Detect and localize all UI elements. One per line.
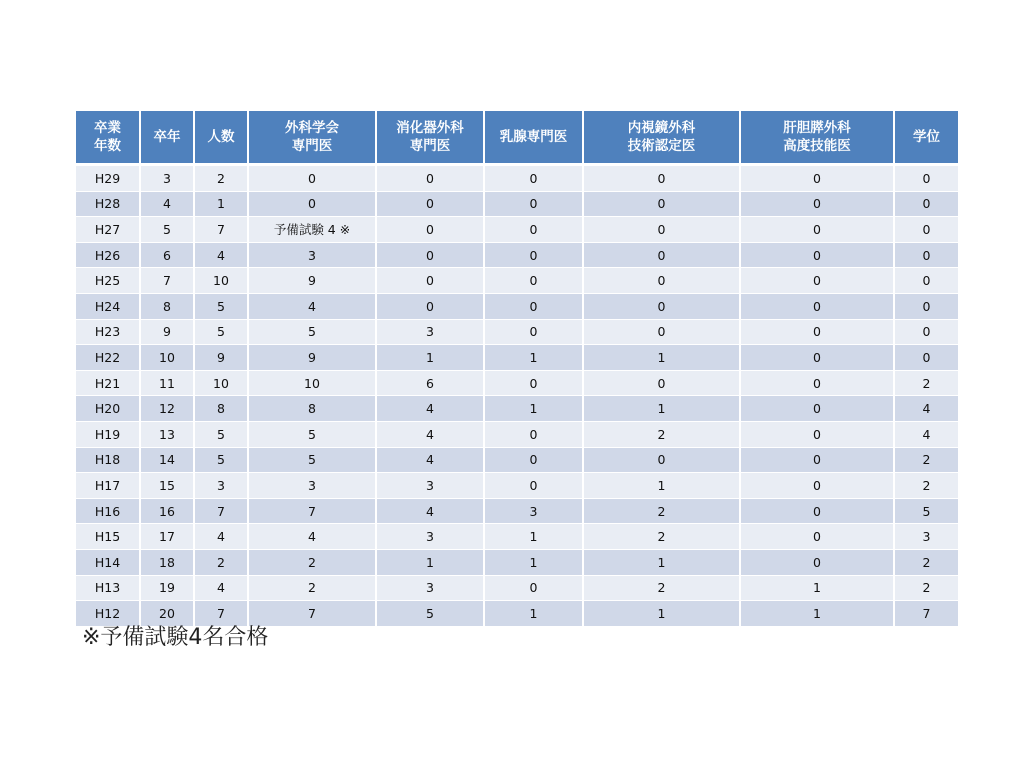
table-cell: 1 — [376, 345, 484, 371]
table-cell: 4 — [194, 575, 248, 601]
table-cell: 10 — [248, 370, 376, 396]
table-cell: 4 — [194, 524, 248, 550]
table-cell: H15 — [76, 524, 140, 550]
table-cell: 5 — [140, 217, 194, 243]
column-header-line: 年数 — [94, 138, 121, 154]
table-cell: 予備試験 4 ※ — [248, 217, 376, 243]
table-cell: 15 — [140, 473, 194, 499]
table-cell: 0 — [583, 447, 740, 473]
table-cell: H17 — [76, 473, 140, 499]
table-row — [76, 165, 958, 192]
table-cell: H12 — [76, 601, 140, 627]
table-cell: 1 — [583, 549, 740, 575]
table-cell: 0 — [583, 242, 740, 268]
table-cell: 16 — [140, 498, 194, 524]
table-cell: 0 — [740, 268, 894, 294]
table-row — [76, 421, 958, 447]
column-header-line: 卒業 — [94, 120, 121, 136]
table-cell: H14 — [76, 549, 140, 575]
table-cell: 2 — [583, 575, 740, 601]
column-header — [248, 111, 376, 165]
column-header-line: 肝胆膵外科 — [783, 120, 851, 136]
table-cell: 0 — [583, 319, 740, 345]
table-cell: 2 — [894, 549, 958, 575]
table-cell: 19 — [140, 575, 194, 601]
column-header-line: 学位 — [913, 129, 940, 145]
table-cell: 0 — [740, 242, 894, 268]
table-cell: 0 — [376, 268, 484, 294]
table-cell: 5 — [194, 319, 248, 345]
column-header — [140, 111, 194, 165]
table-cell: H20 — [76, 396, 140, 422]
column-header — [76, 111, 140, 165]
table-cell: 0 — [376, 165, 484, 192]
column-header-line: 卒年 — [153, 129, 181, 145]
table-cell: 0 — [248, 191, 376, 217]
surgery-stats-table — [76, 111, 958, 627]
table-row — [76, 549, 958, 575]
table-cell: 6 — [376, 370, 484, 396]
table-cell: 1 — [583, 396, 740, 422]
table-cell: 6 — [140, 242, 194, 268]
table-cell: 3 — [376, 575, 484, 601]
column-header — [194, 111, 248, 165]
table-cell: H25 — [76, 268, 140, 294]
table-cell: 0 — [376, 242, 484, 268]
table-cell: 2 — [583, 421, 740, 447]
table-cell: 2 — [894, 575, 958, 601]
table-cell: 3 — [140, 165, 194, 192]
table-cell: H18 — [76, 447, 140, 473]
table-cell: 4 — [248, 524, 376, 550]
table-cell: 4 — [376, 396, 484, 422]
table-cell: 4 — [376, 447, 484, 473]
table-cell: 2 — [894, 473, 958, 499]
table-cell: 18 — [140, 549, 194, 575]
table-cell: 7 — [248, 601, 376, 627]
table-cell: 1 — [484, 524, 583, 550]
table-cell: 5 — [194, 293, 248, 319]
table-cell: 0 — [484, 242, 583, 268]
column-header-line: 技術認定医 — [627, 138, 696, 154]
table-cell: 9 — [248, 345, 376, 371]
table-cell: H13 — [76, 575, 140, 601]
table-cell: 0 — [894, 293, 958, 319]
table-cell: 8 — [140, 293, 194, 319]
table-cell: 1 — [484, 345, 583, 371]
table-cell: H29 — [76, 165, 140, 192]
column-header-line: 外科学会 — [285, 120, 339, 136]
table-cell: 0 — [376, 217, 484, 243]
table-cell: 0 — [583, 165, 740, 192]
table-cell: 0 — [583, 217, 740, 243]
table-cell: 7 — [140, 268, 194, 294]
column-header-line: 乳腺専門医 — [499, 129, 568, 145]
table-cell: 11 — [140, 370, 194, 396]
table-cell: 0 — [484, 191, 583, 217]
table-cell: 5 — [376, 601, 484, 627]
table-cell: H26 — [76, 242, 140, 268]
table-cell: 4 — [376, 421, 484, 447]
table-cell: 0 — [583, 191, 740, 217]
table-cell: 0 — [740, 370, 894, 396]
table-body — [76, 165, 958, 627]
table-cell: 0 — [583, 370, 740, 396]
table-cell: 3 — [894, 524, 958, 550]
table-row — [76, 575, 958, 601]
table-cell: 1 — [376, 549, 484, 575]
table-cell: 0 — [740, 217, 894, 243]
table-cell: 12 — [140, 396, 194, 422]
table-cell: 1 — [740, 575, 894, 601]
table-row — [76, 396, 958, 422]
table-cell: H19 — [76, 421, 140, 447]
column-header-line: 専門医 — [409, 138, 451, 154]
column-header-line: 人数 — [207, 129, 235, 145]
table-row — [76, 217, 958, 243]
table-cell: 2 — [894, 447, 958, 473]
table-cell: 0 — [484, 268, 583, 294]
table-cell: 4 — [140, 191, 194, 217]
table-cell: 7 — [194, 601, 248, 627]
table-cell: 0 — [740, 549, 894, 575]
table-cell: 5 — [248, 421, 376, 447]
table-cell: 3 — [248, 473, 376, 499]
table-cell: 3 — [194, 473, 248, 499]
table-cell: 3 — [376, 524, 484, 550]
table-cell: 1 — [484, 549, 583, 575]
table-cell: H24 — [76, 293, 140, 319]
table-cell: 0 — [484, 575, 583, 601]
table-cell: 0 — [894, 242, 958, 268]
table-cell: H27 — [76, 217, 140, 243]
table-row — [76, 268, 958, 294]
column-header-line: 高度技能医 — [783, 138, 851, 154]
table-cell: 7 — [248, 498, 376, 524]
table-cell: H16 — [76, 498, 140, 524]
table-cell: 14 — [140, 447, 194, 473]
table-cell: 8 — [194, 396, 248, 422]
table-row — [76, 345, 958, 371]
column-header-line: 内視鏡外科 — [627, 120, 696, 136]
column-header — [894, 111, 958, 165]
table-cell: 0 — [894, 268, 958, 294]
table-row — [76, 370, 958, 396]
table-cell: 0 — [740, 473, 894, 499]
table-cell: 0 — [740, 447, 894, 473]
header-row — [76, 111, 958, 165]
table-cell: 1 — [484, 601, 583, 627]
table-cell: 20 — [140, 601, 194, 627]
table-row — [76, 447, 958, 473]
table-cell: 4 — [894, 421, 958, 447]
column-header — [740, 111, 894, 165]
table-cell: 3 — [484, 498, 583, 524]
table-cell: 2 — [583, 524, 740, 550]
table-cell: 1 — [194, 191, 248, 217]
table-cell: 0 — [740, 165, 894, 192]
table-cell: 5 — [194, 447, 248, 473]
table-row — [76, 319, 958, 345]
table-cell: 0 — [248, 165, 376, 192]
table-cell: 0 — [894, 217, 958, 243]
table-cell: 4 — [194, 242, 248, 268]
table-header — [76, 111, 958, 165]
table-cell: 0 — [583, 293, 740, 319]
table-cell: 0 — [740, 421, 894, 447]
table-cell: 4 — [376, 498, 484, 524]
table-cell: 1 — [583, 345, 740, 371]
table-cell: 0 — [740, 293, 894, 319]
table-cell: 5 — [248, 319, 376, 345]
table-cell: 13 — [140, 421, 194, 447]
column-header — [583, 111, 740, 165]
table-cell: 1 — [583, 601, 740, 627]
table-cell: 3 — [248, 242, 376, 268]
table-row — [76, 191, 958, 217]
table-cell: 0 — [484, 370, 583, 396]
table-cell: 0 — [894, 319, 958, 345]
table-cell: 0 — [484, 319, 583, 345]
table-cell: 0 — [484, 165, 583, 192]
table-cell: 9 — [140, 319, 194, 345]
table-cell: 2 — [194, 549, 248, 575]
table-cell: 9 — [248, 268, 376, 294]
table-cell: 5 — [894, 498, 958, 524]
table-cell: 0 — [376, 191, 484, 217]
table-cell: 2 — [194, 165, 248, 192]
table-cell: 7 — [194, 217, 248, 243]
table-cell: 4 — [248, 293, 376, 319]
table-cell: 9 — [194, 345, 248, 371]
table-cell: 10 — [194, 268, 248, 294]
table-cell: 5 — [248, 447, 376, 473]
table-cell: 1 — [740, 601, 894, 627]
table-cell: 0 — [484, 217, 583, 243]
table-cell: 0 — [894, 165, 958, 192]
table-cell: 7 — [194, 498, 248, 524]
table-cell: 1 — [484, 396, 583, 422]
table-row — [76, 293, 958, 319]
table-cell: 0 — [740, 345, 894, 371]
table-cell: 2 — [583, 498, 740, 524]
table-cell: 0 — [484, 293, 583, 319]
table-cell: 0 — [740, 498, 894, 524]
table-cell: 5 — [194, 421, 248, 447]
column-header — [484, 111, 583, 165]
table-cell: 2 — [248, 575, 376, 601]
table-cell: 2 — [894, 370, 958, 396]
table-cell: 4 — [894, 396, 958, 422]
table-cell: 0 — [484, 447, 583, 473]
table-cell: 7 — [894, 601, 958, 627]
table-row — [76, 524, 958, 550]
table-cell: 17 — [140, 524, 194, 550]
table-cell: 0 — [484, 473, 583, 499]
table-cell: 0 — [376, 293, 484, 319]
table-row — [76, 473, 958, 499]
table-cell: H23 — [76, 319, 140, 345]
column-header-line: 専門医 — [291, 138, 333, 154]
table-cell: 0 — [740, 319, 894, 345]
table-cell: 0 — [740, 524, 894, 550]
table-cell: 3 — [376, 319, 484, 345]
table-cell: 10 — [194, 370, 248, 396]
table-cell: 8 — [248, 396, 376, 422]
table-cell: 0 — [740, 191, 894, 217]
table-cell: H28 — [76, 191, 140, 217]
table-cell: 0 — [894, 345, 958, 371]
table-cell: 0 — [484, 421, 583, 447]
table-row — [76, 242, 958, 268]
table-cell: 3 — [376, 473, 484, 499]
table-cell: H21 — [76, 370, 140, 396]
table-row — [76, 498, 958, 524]
column-header — [376, 111, 484, 165]
table-cell: 2 — [248, 549, 376, 575]
table-cell: 10 — [140, 345, 194, 371]
table-cell: 0 — [894, 191, 958, 217]
table-cell: 1 — [583, 473, 740, 499]
table-cell: H22 — [76, 345, 140, 371]
column-header-line: 消化器外科 — [396, 120, 464, 136]
table-cell: 0 — [740, 396, 894, 422]
table-cell: 0 — [583, 268, 740, 294]
footnote: ※予備試験4名合格 — [82, 625, 269, 650]
